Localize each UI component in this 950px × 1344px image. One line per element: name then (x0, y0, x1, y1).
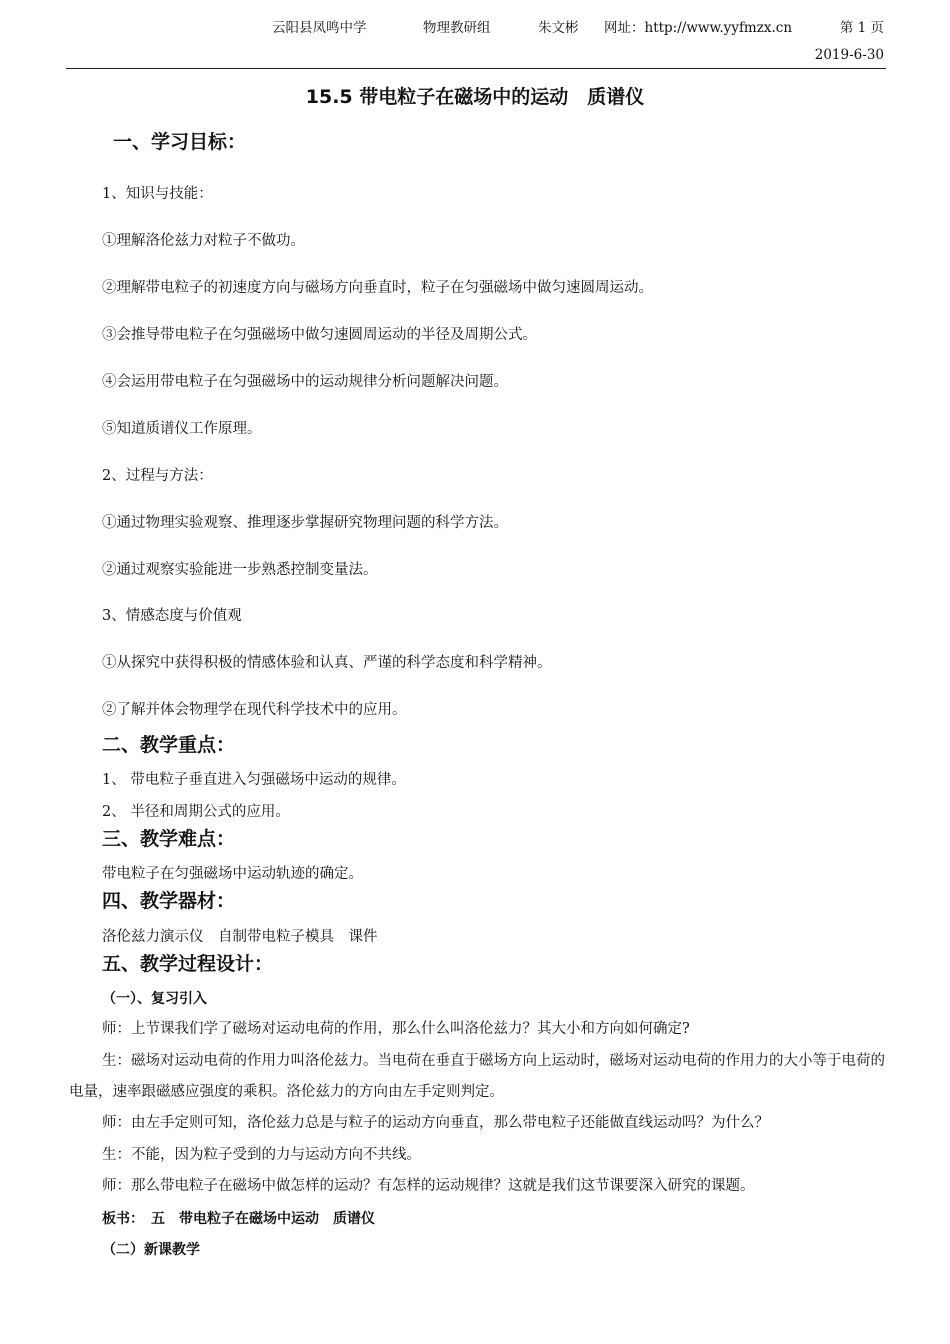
goal-item: ②理解带电粒子的初速度方向与磁场方向垂直时，粒子在匀强磁场中做匀速圆周运动。 (102, 280, 653, 296)
section-heading-key-points: 二、教学重点： (102, 734, 236, 756)
header-author: 朱文彬 (538, 20, 579, 36)
header-divider (66, 68, 886, 69)
dialogue-paragraph: 生：不能，因为粒子受到的力与运动方向不共线。 (102, 1147, 421, 1163)
dialogue-paragraph: 生：磁场对运动电荷的作用力叫洛伦兹力。当电荷在垂直于磁场方向上运动时，磁场对运动电荷的作用力的大小等于电荷的电量，速率跟磁感应强度的乘积。洛伦兹力的方向由左手定则判定。 (69, 1053, 885, 1100)
goal-item: ①通过物理实验观察、推理逐步掌握研究物理问题的科学方法。 (102, 515, 508, 531)
dialogue-paragraph: 师：上节课我们学了磁场对运动电荷的作用，那么什么叫洛伦兹力？其大小和方向如何确定? (102, 1021, 690, 1037)
goal-item: ②通过观察实验能进一步熟悉控制变量法。 (102, 562, 378, 578)
board-note: 板书： 五 带电粒子在磁场中运动 质谱仪 (102, 1211, 375, 1227)
header-page-number: 第 1 页 (839, 20, 884, 36)
goal-item: ②了解并体会物理学在现代科学技术中的应用。 (102, 702, 407, 718)
section-heading-equipment: 四、教学器材： (102, 890, 236, 912)
dialogue-paragraph: 师：那么带电粒子在磁场中做怎样的运动？有怎样的运动规律？这就是我们这节课要深入研究的课题。 (102, 1178, 755, 1194)
goal-item: ①理解洛伦兹力对粒子不做功。 (102, 233, 305, 249)
header-school: 云阳县凤鸣中学 (272, 20, 367, 36)
header-group: 物理教研组 (423, 20, 491, 36)
key-point-item: 2、 半径和周期公式的应用。 (102, 804, 290, 820)
goal-item: 2、过程与方法： (102, 468, 213, 484)
goal-item: ⑤知道质谱仪工作原理。 (102, 421, 262, 437)
review-heading: （一）、复习引入 (102, 991, 207, 1007)
dialogue-paragraph: 师：由左手定则可知，洛伦兹力总是与粒子的运动方向垂直，那么带电粒子还能做直线运动吗？为什么？ (102, 1115, 769, 1131)
goal-item: ①从探究中获得积极的情感体验和认真、严谨的科学态度和科学精神。 (102, 655, 552, 671)
difficulty-text: 带电粒子在匀强磁场中运动轨迹的确定。 (102, 866, 363, 882)
section-heading-process: 五、教学过程设计： (102, 953, 274, 975)
section-heading-difficulty: 三、教学难点： (102, 828, 236, 850)
goal-item: 1、知识与技能： (102, 186, 213, 202)
section-heading-goals: 一、学习目标： (113, 131, 247, 153)
header-website: 网址：http://www.yyfmzx.cn (604, 20, 793, 36)
page-title: 15.5 带电粒子在磁场中的运动 质谱仪 (305, 86, 645, 108)
goal-item: 3、情感态度与价值观 (102, 608, 242, 624)
goal-item: ④会运用带电粒子在匀强磁场中的运动规律分析问题解决问题。 (102, 374, 508, 390)
key-point-item: 1、 带电粒子垂直进入匀强磁场中运动的规律。 (102, 772, 406, 788)
equipment-text: 洛伦兹力演示仪 自制带电粒子模具 课件 (102, 929, 378, 945)
new-lesson-heading: （二）新课教学 (102, 1242, 200, 1258)
header-date: 2019-6-30 (814, 47, 884, 63)
goal-item: ③会推导带电粒子在匀强磁场中做匀速圆周运动的半径及周期公式。 (102, 327, 537, 343)
